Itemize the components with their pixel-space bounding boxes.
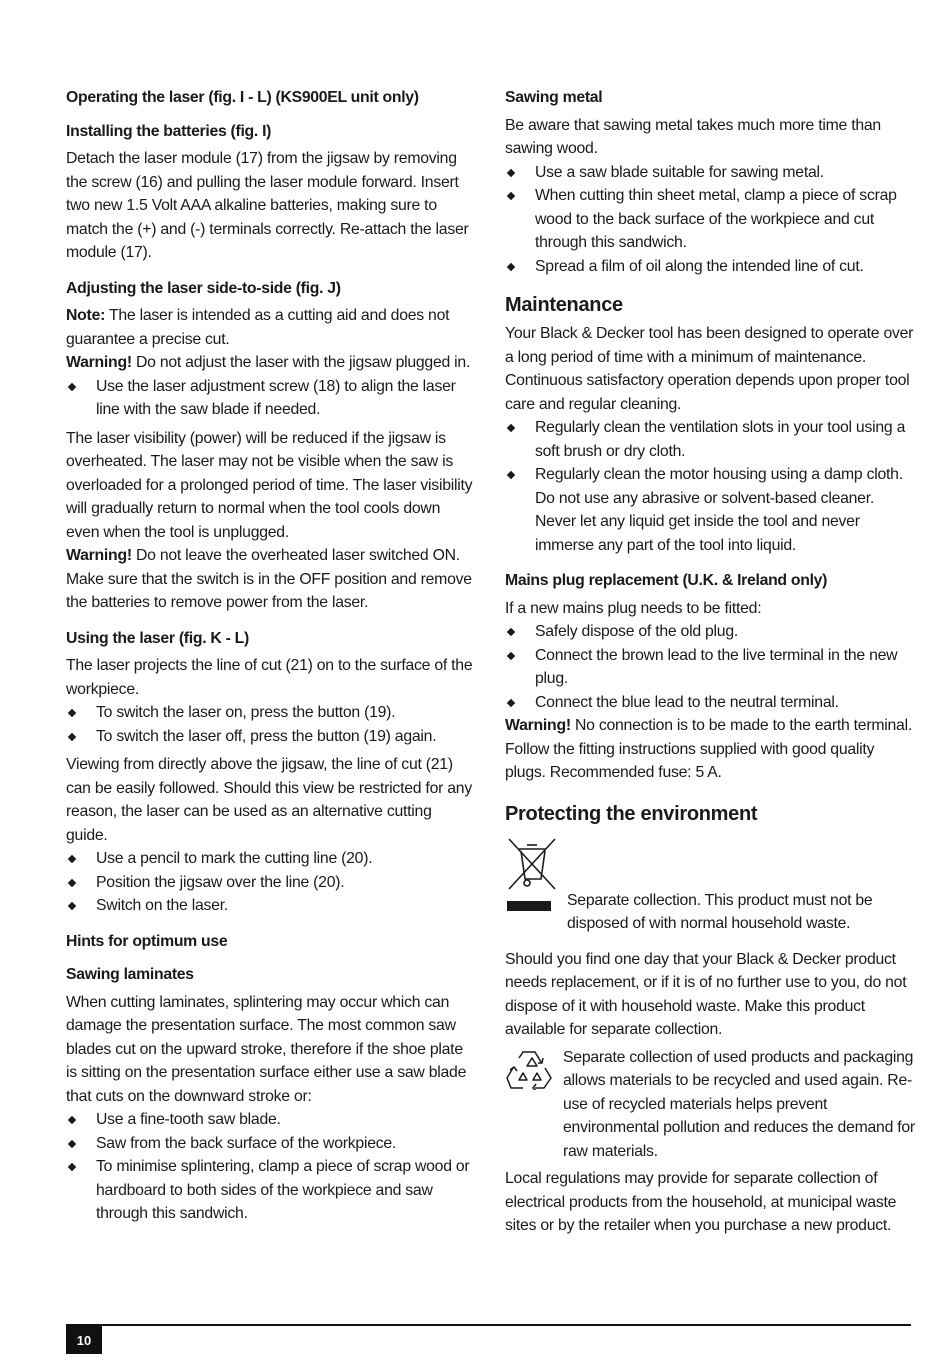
recycle-text: Separate collection of used products and packaging allows materials to be recycled and used again. Re-use of recycled materials helps prevent environmental pollution and reduces the demand for raw materials. [563,1048,915,1160]
list-item: When cutting thin sheet metal, clamp a piece of scrap wood to the back surface of the workpiece and cut through this sandwich. [505,184,915,255]
heading-operating-laser: Operating the laser (fig. I - L) (KS900EL unit only) [66,89,419,106]
page-number: 10 [66,1326,102,1354]
warning-label: Warning! [66,547,132,564]
warning-adjust-paragraph [66,351,476,375]
warning-text: Do not leave the overheated laser switched ON. Make sure that the switch is in the OFF position and remove the batteries to remove power from the laser. [66,547,472,611]
note-paragraph [66,304,476,351]
warning-text: Do not adjust the laser with the jigsaw plugged in. [131,354,471,371]
heading-protecting-environment: Protecting the environment [505,802,758,825]
weee-text: Separate collection. This product must not be disposed of with normal household waste. [567,891,873,932]
paragraph-laminates: When cutting laminates, splintering may occur which can damage the presentation surface. The most common saw blades cut on the upward stroke, therefore if the shoe plate is sitting on the presentation surface either use a saw blade that cuts on the downward stroke or: [66,993,467,1105]
list-item: Position the jigsaw over the line (20). [66,871,476,895]
paragraph-viewing: Viewing from directly above the jigsaw, the line of cut (21) can be easily followed. Should this view be restricted for any reason, the laser can be used as an alternative cutting guide. [66,756,472,844]
warning-label: Warning! [66,354,132,371]
right-column [505,82,915,1243]
weee-block [505,837,915,936]
heading-adjusting-laser: Adjusting the laser side-to-side (fig. J) [66,279,341,297]
paragraph-maintenance: Your Black & Decker tool has been designed to operate over a long period of time with a minimum of maintenance. Continuous satisfactory operation depends upon proper tool care and regular cleaning. [505,325,914,413]
list-item: Connect the brown lead to the live terminal in the new plug. [505,644,915,691]
plug-list [505,620,915,714]
list-item: Spread a film of oil along the intended line of cut. [505,255,915,279]
warning-text: No connection is to be made to the earth terminal. Follow the fitting instructions supplied with good quality plugs. Recommended fuse: 5 A. [505,717,912,781]
recycle-block [505,1046,915,1164]
paragraph-batteries: Detach the laser module (17) from the jigsaw by removing the screw (16) and pulling the laser module forward. Insert two new 1.5 Volt AAA alkaline batteries, making sure to match the (+) and (-) terminals correctly. Re-attach the laser module (17). [66,150,469,261]
paragraph-metal: Be aware that sawing metal takes much more time than sawing wood. [505,116,881,157]
note-text: The laser is intended as a cutting aid and does not guarantee a precise cut. [66,307,450,348]
recycling-arrows-icon [505,1046,555,1098]
list-item: Use the laser adjustment screw (18) to align the laser line with the saw blade if needed. [66,375,476,422]
list-item: Use a pencil to mark the cutting line (20). [66,847,476,871]
warning-earth-paragraph [505,714,915,785]
crossed-out-wheelie-bin-icon [505,837,561,925]
heading-sawing-metal: Sawing metal [505,89,603,106]
adjust-list [66,375,476,422]
heading-maintenance: Maintenance [505,294,623,316]
heading-hints: Hints for optimum use [66,932,228,950]
list-item: Use a saw blade suitable for sawing metal. [505,161,915,185]
warning-label: Warning! [505,717,571,734]
list-item: To switch the laser off, press the button (19) again. [66,725,476,749]
maintenance-list [505,416,915,557]
paragraph-should: Should you find one day that your Black & Decker product needs replacement, or if it is of no further use to you, do not dispose of it with household waste. Make this product available for separate collection. [505,950,907,1038]
heading-using-laser: Using the laser (fig. K - L) [66,629,249,647]
heading-installing-batteries: Installing the batteries (fig. I) [66,122,272,140]
left-column [66,82,476,1231]
list-item: Connect the blue lead to the neutral terminal. [505,691,915,715]
paragraph-plug: If a new mains plug needs to be fitted: [505,599,762,617]
paragraph-using: The laser projects the line of cut (21) on to the surface of the workpiece. [66,657,473,698]
viewing-list [66,847,476,918]
list-item: Switch on the laser. [66,894,476,918]
list-item: To minimise splintering, clamp a piece of scrap wood or hardboard to both sides of the workpiece and saw through this sandwich. [66,1155,476,1226]
footer-rule [66,1324,911,1326]
list-item: Safely dispose of the old plug. [505,620,915,644]
list-item: Regularly clean the motor housing using a damp cloth. Do not use any abrasive or solvent-based cleaner. Never let any liquid get inside the tool and never immerse any part of the tool into liquid. [505,463,915,557]
warning-overheat-paragraph [66,544,476,615]
heading-mains-plug: Mains plug replacement (U.K. & Ireland only) [505,572,828,589]
list-item: Saw from the back surface of the workpiece. [66,1132,476,1156]
note-label: Note: [66,307,106,324]
using-list [66,701,476,748]
metal-list [505,161,915,279]
list-item: Regularly clean the ventilation slots in your tool using a soft brush or dry cloth. [505,416,915,463]
laminate-list [66,1108,476,1226]
paragraph-visibility: The laser visibility (power) will be reduced if the jigsaw is overheated. The laser may not be visible when the saw is overloaded for a prolonged period of time. The laser visibility will gradually return to normal when the tool cools down even when the tool is unplugged. [66,429,473,541]
list-item: Use a fine-tooth saw blade. [66,1108,476,1132]
heading-sawing-laminates: Sawing laminates [66,966,194,983]
list-item: To switch the laser on, press the button (19). [66,701,476,725]
paragraph-local-regulations: Local regulations may provide for separate collection of electrical products from the household, at municipal waste sites or by the retailer when you purchase a new product. [505,1170,897,1234]
